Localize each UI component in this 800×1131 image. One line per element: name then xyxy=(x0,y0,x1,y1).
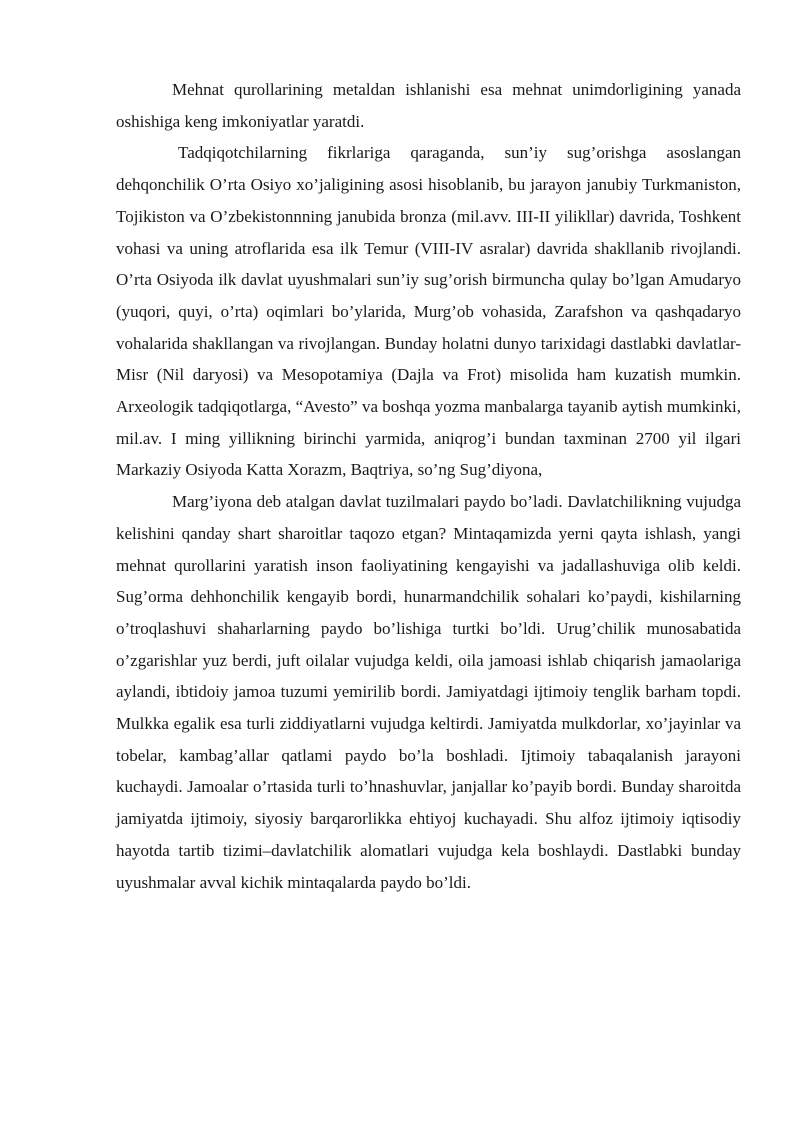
paragraph-2: Tadqiqotchilarning fikrlariga qaraganda, sun’iy sug’orishga asoslangan dehqonchilik O’rta Osiyo xo’jaligining asosi hisoblanib, bu jarayon janubiy Turkmaniston, Tojikiston va O’zbekistonnning janubida bronza (mil.avv. III-II yilikllar) davrida, Toshkent vohasi va uning atroflarida esa ilk Temur (VIII-IV asralar) davrida shakllanib rivojlandi. O’rta Osiyoda ilk davlat uyushmalari sun’iy sug’orish birmuncha qulay bo’lgan Amudaryo (yuqori, quyi, o’rta) oqimlari bo’ylarida, Murg’ob vohasida, Zarafshon va qashqadaryo vohalarida shakllangan va rivojlangan. Bunday holatni dunyo tarixidagi dastlabki davlatlar-Misr (Nil daryosi) va Mesopotamiya (Dajla va Frot) misolida ham kuzatish mumkin. Arxeologik tadqiqotlarga, “Avesto” va boshqa yozma manbalarga tayanib aytish mumkinki, mil.av. I ming yillikning birinchi yarmida, aniqrog’i bundan taxminan 2700 yil ilgari Markaziy Osiyoda Katta Xorazm, Baqtriya, so’ng Sug’diyona, xyxy=(116,143,741,480)
document-page xyxy=(116,74,741,898)
paragraph-1: Mehnat qurollarining metaldan ishlanishi esa mehnat unimdorligining yanada oshishiga keng imkoniyatlar yaratdi. xyxy=(116,80,741,131)
paragraph-3: Marg’iyona deb atalgan davlat tuzilmalari paydo bo’ladi. Davlatchilikning vujudga kelishini qanday shart sharoitlar taqozo etgan? Mintaqamizda yerni qayta ishlash, yangi mehnat qurollarini yaratish inson faoliyatining kengayishi va jadallashuviga olib keldi. Sug’orma dehhonchilik kengayib bordi, hunarmandchilik sohalari ko’paydi, kishilarning o’troqlashuvi shaharlarning paydo bo’lishiga turtki bo’ldi. Urug’chilik munosabatida o’zgarishlar yuz berdi, juft oilalar vujudga keldi, oila jamoasi ishlab chiqarish jamaolariga aylandi, ibtidoiy jamoa tuzumi yemirilib bordi. Jamiyatdagi ijtimoiy tenglik barham topdi. Mulkka egalik esa turli ziddiyatlarni vujudga keltirdi. Jamiyatda mulkdorlar, xo’jayinlar va tobelar, kambag’allar qatlami paydo bo’la boshladi. Ijtimoiy tabaqalanish jarayoni kuchaydi. Jamoalar o’rtasida turli to’hnashuvlar, janjallar ko’payib bordi. Bunday sharoitda jamiyatda ijtimoiy, siyosiy barqarorlikka ehtiyoj kuchayadi. Shu alfoz ijtimoiy iqtisodiy hayotda tartib tizimi–davlatchilik alomatlari vujudga kela boshlaydi. Dastlabki bunday uyushmalar avval kichik mintaqalarda paydo bo’ldi. xyxy=(116,492,741,892)
